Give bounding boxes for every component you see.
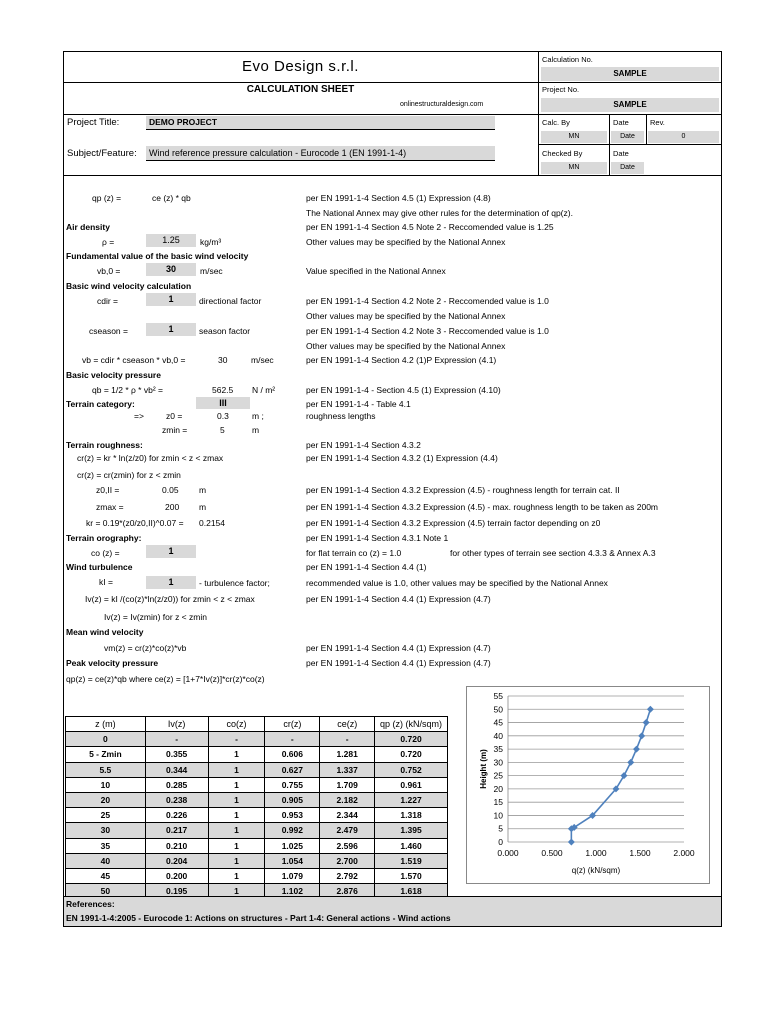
z0II-value: 0.05 bbox=[162, 485, 179, 495]
table-row bbox=[66, 823, 448, 838]
mean-title: Mean wind velocity bbox=[66, 627, 144, 637]
ref-rough: per EN 1991-1-4 Section 4.3.2 bbox=[306, 440, 421, 450]
table-cell: 0.752 bbox=[375, 762, 448, 777]
checked-by-value: MN bbox=[541, 162, 607, 174]
y-tick-label: 10 bbox=[493, 810, 503, 821]
y-tick-label: 55 bbox=[493, 691, 503, 701]
table-cell: 1.025 bbox=[265, 838, 320, 853]
table-cell: 0.210 bbox=[145, 838, 208, 853]
table-cell: 25 bbox=[66, 808, 146, 823]
table-cell: 1 bbox=[208, 777, 265, 792]
references-title: References: bbox=[66, 899, 115, 909]
iv-formula1: Iv(z) = kI /(co(z)*ln(z/z0)) for zmin < z < zmax bbox=[85, 594, 255, 604]
ref-peak: per EN 1991-1-4 Section 4.4 (1) Expression (4.7) bbox=[306, 658, 491, 668]
table-cell: 1.709 bbox=[320, 777, 375, 792]
rev-value: 0 bbox=[648, 131, 719, 143]
header-line-4 bbox=[63, 175, 722, 176]
subject-label: Subject/Feature: bbox=[67, 148, 137, 159]
peak-title: Peak velocity pressure bbox=[66, 658, 159, 668]
table-cell: - bbox=[208, 732, 265, 747]
ref-qp: per EN 1991-1-4 Section 4.5 (1) Expression (4.8) bbox=[306, 193, 491, 203]
table-cell: 1 bbox=[208, 884, 265, 899]
table-cell: 1 bbox=[208, 823, 265, 838]
ref-cdir2: Other values may be specified by the National Annex bbox=[306, 311, 506, 321]
qb-value: 562.5 bbox=[212, 385, 234, 395]
height-vs-pressure-chart bbox=[466, 686, 710, 884]
calc-by-value: MN bbox=[541, 131, 607, 143]
basic-vel-title: Basic wind velocity calculation bbox=[66, 281, 192, 291]
table-cell: - bbox=[145, 732, 208, 747]
table-cell: 1.395 bbox=[375, 823, 448, 838]
vb-unit: m/sec bbox=[251, 355, 274, 365]
table-cell: 0.285 bbox=[145, 777, 208, 792]
table-cell: - bbox=[320, 732, 375, 747]
header-line-1 bbox=[63, 82, 538, 83]
table-cell: 2.182 bbox=[320, 792, 375, 807]
col-header: Iv(z) bbox=[145, 717, 208, 732]
zmin-value: 5 bbox=[220, 425, 225, 435]
data-point bbox=[633, 746, 640, 753]
ref-cr: per EN 1991-1-4 Section 4.3.2 (1) Expression (4.4) bbox=[306, 453, 498, 463]
table-cell: 0.992 bbox=[265, 823, 320, 838]
iv-formula2: Iv(z) = Iv(zmin) for z < zmin bbox=[104, 612, 207, 622]
table-cell: 0.226 bbox=[145, 808, 208, 823]
ref-co: for flat terrain co (z) = 1.0 bbox=[306, 548, 402, 558]
table-header-row bbox=[66, 717, 448, 732]
ref-turb: per EN 1991-1-4 Section 4.4 (1) bbox=[306, 562, 427, 572]
ref-qb: per EN 1991-1-4 - Section 4.5 (1) Expression (4.10) bbox=[306, 385, 501, 395]
turbulence-title: Wind turbulence bbox=[66, 562, 133, 572]
vb-value: 30 bbox=[218, 355, 228, 365]
x-tick-label: 1.500 bbox=[629, 848, 651, 858]
table-cell: 2.700 bbox=[320, 853, 375, 868]
table-cell: 1 bbox=[208, 808, 265, 823]
table-cell: 0 bbox=[66, 732, 146, 747]
x-tick-label: 0.000 bbox=[497, 848, 519, 858]
ref-rho2: Other values may be specified by the National Annex bbox=[306, 237, 506, 247]
table-cell: 2.792 bbox=[320, 868, 375, 883]
table-cell: 50 bbox=[66, 884, 146, 899]
co-label: co (z) = bbox=[91, 548, 120, 558]
basic-pres-title: Basic velocity pressure bbox=[66, 370, 161, 380]
calc-by-label: Calc. By bbox=[542, 118, 570, 127]
qb-unit: N / m² bbox=[252, 385, 276, 395]
project-title-label: Project Title: bbox=[67, 117, 120, 128]
cr-formula1: cr(z) = kr * ln(z/z0) for zmin < z < zmax bbox=[77, 453, 224, 463]
ref-vb0: Value specified in the National Annex bbox=[306, 266, 446, 276]
website-link[interactable]: onlinestructuraldesign.com bbox=[400, 101, 484, 108]
table-cell: 0.720 bbox=[375, 732, 448, 747]
ref-zmax: per EN 1991-1-4 Section 4.3.2 Expression (4.5) - max. roughness length to be taken as 200m bbox=[306, 502, 659, 512]
date-value: Date bbox=[611, 131, 644, 143]
zmax-value: 200 bbox=[165, 502, 180, 512]
table-cell: 0.238 bbox=[145, 792, 208, 807]
data-point bbox=[643, 719, 650, 726]
col-header: cr(z) bbox=[265, 717, 320, 732]
table-cell: 0.195 bbox=[145, 884, 208, 899]
ref-kr: per EN 1991-1-4 Section 4.3.2 Expression (4.5) terrain factor depending on z0 bbox=[306, 518, 601, 528]
table-row bbox=[66, 838, 448, 853]
ref-cseason: per EN 1991-1-4 Section 4.2 Note 3 - Reccomended value is 1.0 bbox=[306, 326, 549, 336]
ki-value[interactable]: 1 bbox=[146, 576, 196, 589]
x-tick-label: 1.000 bbox=[585, 848, 607, 858]
zmin-unit: m bbox=[252, 425, 260, 435]
cseason-label: cseason = bbox=[89, 326, 128, 336]
y-tick-label: 50 bbox=[493, 704, 503, 715]
table-cell: 1 bbox=[208, 792, 265, 807]
zmax-unit: m bbox=[199, 502, 207, 512]
table-cell: 35 bbox=[66, 838, 146, 853]
ref-vm: per EN 1991-1-4 Section 4.4 (1) Expression (4.7) bbox=[306, 643, 491, 653]
calc-no-value: SAMPLE bbox=[541, 67, 719, 81]
y-tick-label: 45 bbox=[493, 717, 503, 728]
table-cell: 10 bbox=[66, 777, 146, 792]
table-cell: - bbox=[265, 732, 320, 747]
date2-value: Date bbox=[611, 162, 644, 174]
ref-co2: for other types of terrain see section 4.3.3 & Annex A.3 bbox=[450, 548, 656, 558]
date-label: Date bbox=[613, 118, 629, 127]
table-cell: 1.337 bbox=[320, 762, 375, 777]
table-cell: 1 bbox=[208, 747, 265, 762]
table-cell: 0.961 bbox=[375, 777, 448, 792]
data-point bbox=[647, 706, 654, 713]
terrain-cat-value[interactable]: III bbox=[196, 397, 250, 409]
table-cell: 1 bbox=[208, 853, 265, 868]
ref-cdir: per EN 1991-1-4 Section 4.2 Note 2 - Reccomended value is 1.0 bbox=[306, 296, 549, 306]
subject-value: Wind reference pressure calculation - Eurocode 1 (EN 1991-1-4) bbox=[146, 146, 495, 160]
qb-formula: qb = 1/2 * ρ * vb² = bbox=[92, 385, 163, 395]
arrow: => bbox=[134, 411, 144, 421]
y-tick-label: 0 bbox=[498, 837, 503, 847]
project-underline bbox=[146, 129, 495, 130]
data-point bbox=[568, 839, 575, 846]
table-cell: 1.227 bbox=[375, 792, 448, 807]
vb0-label: vb,0 = bbox=[97, 266, 121, 276]
x-axis-label: q(z) (kN/sqm) bbox=[571, 866, 621, 875]
table-cell: 0.217 bbox=[145, 823, 208, 838]
header-divider bbox=[538, 51, 539, 175]
table-cell: 0.344 bbox=[145, 762, 208, 777]
table-cell: 1 bbox=[208, 868, 265, 883]
table-cell: 40 bbox=[66, 853, 146, 868]
vb-formula: vb = cdir * cseason * vb,0 = bbox=[82, 355, 186, 365]
table-cell: 1.079 bbox=[265, 868, 320, 883]
ki-desc: - turbulence factor; bbox=[199, 578, 270, 588]
table-cell: 5.5 bbox=[66, 762, 146, 777]
x-tick-label: 0.500 bbox=[541, 848, 563, 858]
table-cell: 45 bbox=[66, 868, 146, 883]
y-tick-label: 15 bbox=[493, 797, 503, 808]
table-row bbox=[66, 868, 448, 883]
table-cell: 2.479 bbox=[320, 823, 375, 838]
table-cell: 1 bbox=[208, 838, 265, 853]
z0-value: 0.3 bbox=[217, 411, 229, 421]
co-value[interactable]: 1 bbox=[146, 545, 196, 558]
ref-z0II: per EN 1991-1-4 Section 4.3.2 Expression (4.5) - roughness length for terrain cat. II bbox=[306, 485, 620, 495]
z0-desc: roughness lengths bbox=[306, 411, 376, 421]
vb0-value[interactable]: 30 bbox=[146, 263, 196, 276]
y-tick-label: 5 bbox=[498, 823, 503, 834]
y-tick-label: 40 bbox=[493, 730, 503, 741]
orography-title: Terrain orography: bbox=[66, 533, 142, 543]
zmin-label: zmin = bbox=[162, 425, 188, 435]
table-cell: 1.618 bbox=[375, 884, 448, 899]
table-cell: 1.318 bbox=[375, 808, 448, 823]
y-axis-label: Height (m) bbox=[479, 749, 488, 789]
table-cell: 0.200 bbox=[145, 868, 208, 883]
rev-label: Rev. bbox=[650, 118, 665, 127]
cr-formula2: cr(z) = cr(zmin) for z < zmin bbox=[77, 470, 181, 480]
header-line-2 bbox=[63, 114, 722, 115]
data-point bbox=[620, 772, 627, 779]
qp-main-label: qp (z) = bbox=[92, 193, 122, 203]
ki-label: kI = bbox=[99, 577, 113, 587]
y-tick-label: 20 bbox=[493, 783, 503, 794]
table-row bbox=[66, 777, 448, 792]
x-tick-label: 2.000 bbox=[673, 848, 695, 858]
cseason-desc: season factor bbox=[199, 326, 251, 336]
col-header: co(z) bbox=[208, 717, 265, 732]
y-tick-label: 30 bbox=[493, 757, 503, 768]
table-cell: 1.460 bbox=[375, 838, 448, 853]
results-table bbox=[65, 716, 448, 899]
z0-label: z0 = bbox=[166, 411, 183, 421]
header-line-3 bbox=[538, 82, 722, 83]
ref-line bbox=[63, 896, 722, 897]
table-cell: 1.102 bbox=[265, 884, 320, 899]
rho-value[interactable]: 1.25 bbox=[146, 234, 196, 247]
project-no-label: Project No. bbox=[542, 85, 580, 94]
y-tick-label: 35 bbox=[493, 744, 503, 755]
table-cell: 2.596 bbox=[320, 838, 375, 853]
table-cell: 1.519 bbox=[375, 853, 448, 868]
data-point bbox=[638, 732, 645, 739]
table-cell: 30 bbox=[66, 823, 146, 838]
table-cell: 0.627 bbox=[265, 762, 320, 777]
references-line1: EN 1991-1-4:2005 - Eurocode 1: Actions on structures - Part 1-4: General actions - Wind actions bbox=[66, 913, 451, 923]
table-row bbox=[66, 762, 448, 777]
ref-vb: per EN 1991-1-4 Section 4.2 (1)P Expression (4.1) bbox=[306, 355, 497, 365]
date2-label: Date bbox=[613, 149, 629, 158]
table-cell: 0.755 bbox=[265, 777, 320, 792]
table-row bbox=[66, 853, 448, 868]
kr-value: 0.2154 bbox=[199, 518, 225, 528]
air-density-title: Air density bbox=[66, 222, 110, 232]
ref-rho: per EN 1991-1-4 Section 4.5 Note 2 - Reccomended value is 1.25 bbox=[306, 222, 554, 232]
subject-underline bbox=[146, 160, 495, 161]
z0II-label: z0,II = bbox=[96, 485, 120, 495]
table-cell: 0.355 bbox=[145, 747, 208, 762]
roughness-title: Terrain roughness: bbox=[66, 440, 143, 450]
table-row bbox=[66, 808, 448, 823]
ref-qp2: The National Annex may give other rules for the determination of qp(z). bbox=[306, 208, 573, 218]
table-cell: 0.606 bbox=[265, 747, 320, 762]
rho-label: ρ = bbox=[102, 237, 115, 247]
col-header: ce(z) bbox=[320, 717, 375, 732]
z0II-unit: m bbox=[199, 485, 207, 495]
rho-unit: kg/m³ bbox=[200, 237, 222, 247]
project-title-value: DEMO PROJECT bbox=[146, 116, 495, 129]
ref-cseason2: Other values may be specified by the National Annex bbox=[306, 341, 506, 351]
table-cell: 1.054 bbox=[265, 853, 320, 868]
table-row bbox=[66, 792, 448, 807]
grid-v2 bbox=[646, 114, 647, 144]
table-cell: 2.344 bbox=[320, 808, 375, 823]
table-cell: 5 - Zmin bbox=[66, 747, 146, 762]
ref-iv: per EN 1991-1-4 Section 4.4 (1) Expression (4.7) bbox=[306, 594, 491, 604]
ref-ki: recommended value is 1.0, other values may be specified by the National Annex bbox=[306, 578, 608, 588]
cdir-label: cdir = bbox=[97, 296, 119, 306]
cdir-value[interactable]: 1 bbox=[146, 293, 196, 306]
qp-main-rhs: ce (z) * qb bbox=[152, 193, 191, 203]
z0-unit: m ; bbox=[252, 411, 264, 421]
table-cell: 2.876 bbox=[320, 884, 375, 899]
company-name: Evo Design s.r.l. bbox=[242, 58, 359, 75]
vm-formula: vm(z) = cr(z)*co(z)*vb bbox=[104, 643, 187, 653]
table-row bbox=[66, 732, 448, 747]
table-cell: 0.720 bbox=[375, 747, 448, 762]
checked-by-label: Checked By bbox=[542, 149, 583, 158]
table-cell: 20 bbox=[66, 792, 146, 807]
qp-formula: qp(z) = ce(z)*qb where ce(z) = [1+7*Iv(z)]*cr(z)*co(z) bbox=[66, 674, 265, 684]
col-header: qp (z) (kN/sqm) bbox=[375, 717, 448, 732]
terrain-cat-label: Terrain category: bbox=[66, 399, 135, 409]
col-header: z (m) bbox=[66, 717, 146, 732]
fund-title: Fundamental value of the basic wind velocity bbox=[66, 251, 249, 261]
cseason-value[interactable]: 1 bbox=[146, 323, 196, 336]
cdir-desc: directional factor bbox=[199, 296, 262, 306]
data-point bbox=[627, 759, 634, 766]
y-tick-label: 25 bbox=[493, 770, 503, 781]
calc-no-label: Calculation No. bbox=[542, 55, 593, 64]
table-cell: 1 bbox=[208, 762, 265, 777]
sheet-title: CALCULATION SHEET bbox=[246, 84, 355, 95]
zmax-label: zmax = bbox=[96, 502, 124, 512]
project-no-value: SAMPLE bbox=[541, 98, 719, 112]
table-cell: 1.570 bbox=[375, 868, 448, 883]
table-row bbox=[66, 747, 448, 762]
vb0-unit: m/sec bbox=[200, 266, 223, 276]
grid-h1 bbox=[538, 144, 722, 145]
ref-orog: per EN 1991-1-4 Section 4.3.1 Note 1 bbox=[306, 533, 449, 543]
kr-formula: kr = 0.19*(z0/z0,II)^0.07 = bbox=[86, 518, 184, 528]
table-cell: 0.204 bbox=[145, 853, 208, 868]
table-cell: 0.905 bbox=[265, 792, 320, 807]
ref-terrain: per EN 1991-1-4 - Table 4.1 bbox=[306, 399, 411, 409]
table-cell: 1.281 bbox=[320, 747, 375, 762]
table-cell: 0.953 bbox=[265, 808, 320, 823]
